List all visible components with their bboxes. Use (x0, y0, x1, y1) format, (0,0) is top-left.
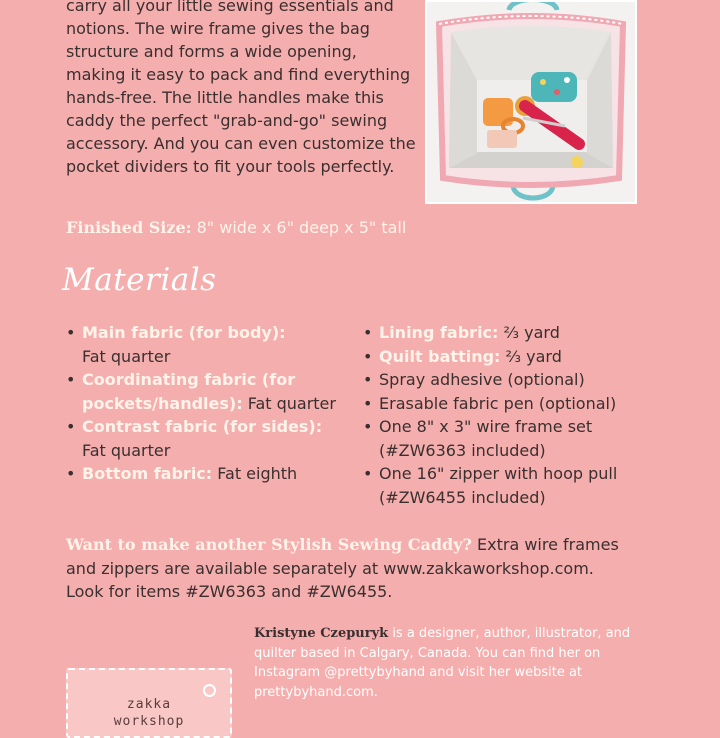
material-value: Spray adhesive (optional) (379, 370, 585, 389)
material-label: Quilt batting: (379, 346, 501, 366)
material-value: Fat quarter (247, 393, 336, 413)
materials-list-left (66, 321, 336, 486)
list-item (66, 415, 336, 462)
material-value: One 8" x 3" wire frame set (#ZW6363 included) (379, 417, 593, 460)
sewing-caddy-photo (425, 0, 637, 204)
material-value: ⅔ yard (505, 346, 562, 366)
material-value: Fat quarter (82, 440, 171, 460)
author-bio-text: is a designer, author, illustrator, and quilter based in Calgary, Canada. You can find her on Instagram @prettybyhand and visit her website at prettybyhand.com. (254, 626, 631, 700)
material-label: Main fabric (for body): (82, 323, 286, 342)
list-item (363, 392, 663, 416)
material-label: Coordinating fabric (for pockets/handles): (82, 370, 296, 413)
tag-logo-line2: workshop (113, 714, 185, 729)
finished-size (66, 218, 406, 237)
list-item (363, 368, 663, 392)
materials-list-right (363, 321, 663, 509)
list-item (66, 368, 336, 415)
list-item (363, 415, 663, 462)
sewing-caddy-illustration (427, 2, 635, 202)
list-item (66, 462, 336, 486)
material-label: Bottom fabric: (82, 464, 213, 483)
list-item (66, 321, 336, 368)
intro-paragraph: carry all your little sewing essentials and notions. The wire frame gives the bag structure and forms a wide opening, making it easy to pack and find everything hands-free. The little handles make this caddy the perfect "grab-and-go" sewing accessory. And you can even customize the pocket dividers to fit your tools perfectly. (66, 0, 416, 176)
tag-logo-line1: zakka (126, 697, 172, 712)
extra-supplies-text: Extra wire frames and zippers are available separately at www.zakkaworkshop.com. Look for items #ZW6363 and #ZW6455. (66, 535, 619, 601)
material-label: Lining fabric: (379, 323, 499, 342)
extra-supplies-label: Want to make another Stylish Sewing Caddy? (66, 535, 472, 554)
list-item (363, 345, 663, 369)
finished-size-label: Finished Size: (66, 218, 192, 237)
author-bio (254, 624, 640, 702)
materials-heading: Materials (62, 262, 217, 298)
material-value: Erasable fabric pen (optional) (379, 393, 617, 413)
list-item (363, 462, 663, 509)
tag-logo (68, 696, 230, 730)
extra-supplies-note (66, 533, 636, 604)
zakka-workshop-tag (66, 668, 232, 738)
list-item (363, 321, 663, 345)
material-label: Contrast fabric (for sides): (82, 417, 323, 436)
material-value: ⅔ yard (503, 323, 560, 342)
material-value: Fat eighth (217, 464, 298, 483)
finished-size-value: 8" wide x 6" deep x 5" tall (196, 218, 407, 237)
material-value: One 16" zipper with hoop pull (#ZW6455 included) (379, 464, 618, 507)
material-value: Fat quarter (82, 346, 171, 366)
author-name: Kristyne Czepuryk (254, 626, 389, 641)
